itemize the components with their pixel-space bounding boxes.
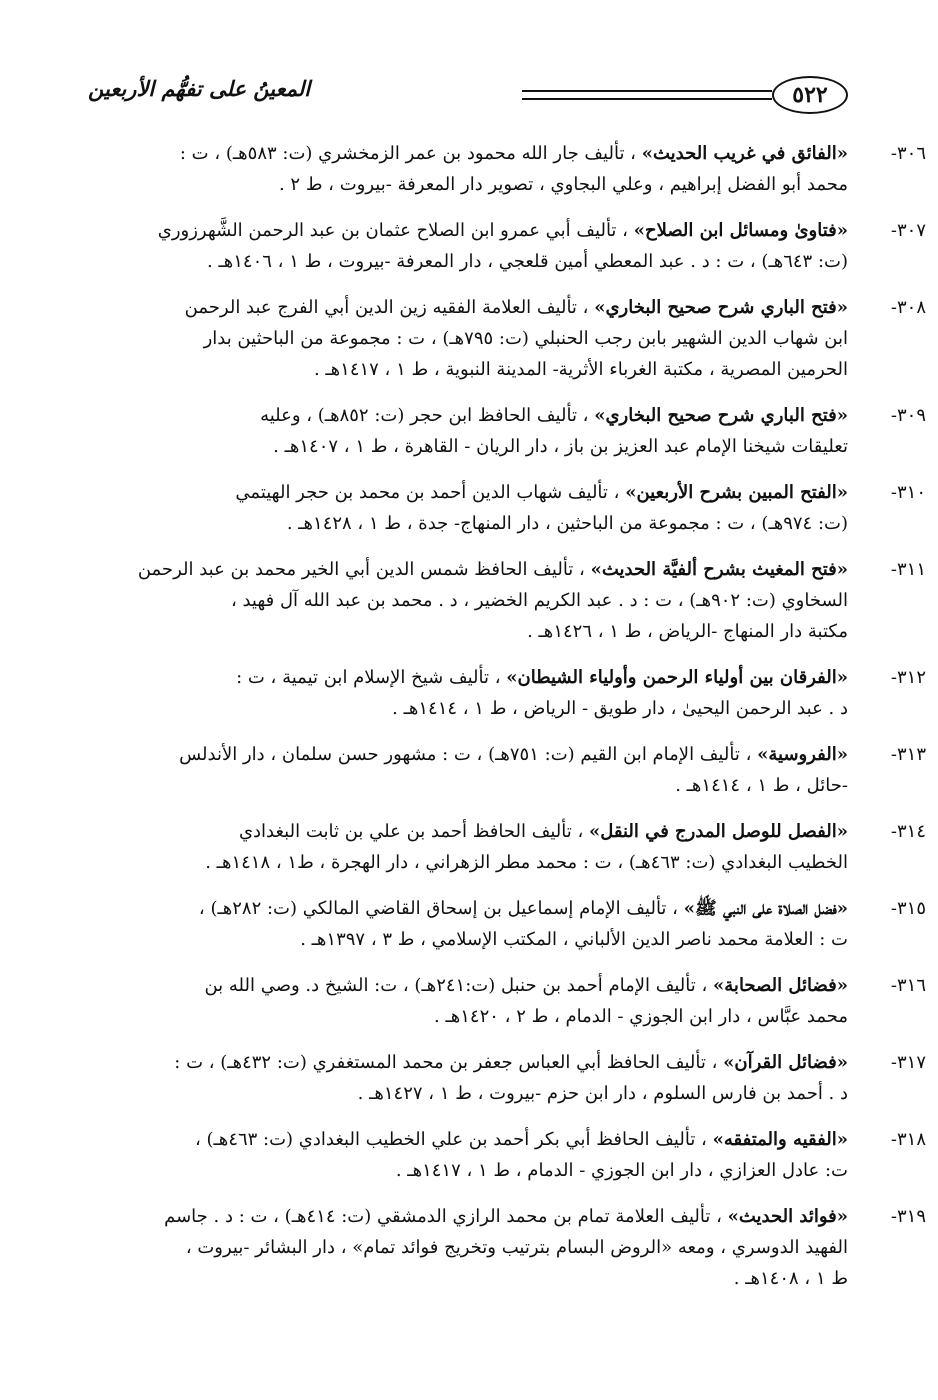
entry-number: ٣١٩- xyxy=(890,1206,926,1227)
book-title: «الفرقان بين أولياء الرحمن وأولياء الشيطان» xyxy=(506,667,848,688)
entry-line: محمد عبَّاس ، دار ابن الجوزي - الدمام ، ط ٢ ، ١٤٢٠هـ . xyxy=(434,1006,848,1027)
entry-line xyxy=(88,662,848,693)
entry-text: ، تأليف الحافظ أحمد بن علي بن ثابت البغدادي xyxy=(238,821,590,842)
entry-line: ت: عادل العزازي ، دار ابن الجوزي - الدمام ، ط ١ ، ١٤١٧هـ . xyxy=(395,1160,848,1181)
entry-text: ، تأليف الحافظ ابن حجر (ت: ٨٥٢هـ) ، وعليه xyxy=(260,405,595,426)
entry-line xyxy=(88,138,848,169)
running-title: المعينُ على تفهُّم الأربعين xyxy=(88,76,311,101)
bibliography-entry xyxy=(88,400,926,462)
entry-line xyxy=(88,1124,848,1155)
bibliography-entry xyxy=(88,292,926,385)
entry-line: الحرمين المصرية ، مكتبة الغرباء الأثرية- المدينة النبوية ، ط ١ ، ١٤١٧هـ . xyxy=(313,359,848,380)
bibliography-entry xyxy=(88,662,926,724)
entry-line xyxy=(88,893,848,924)
entry-line: السخاوي (ت: ٩٠٢هـ) ، ت : د . عبد الكريم الخضير ، د . محمد بن عبد الله آل فهيد ، xyxy=(230,590,848,611)
book-title: «فوائد الحديث» xyxy=(727,1206,848,1227)
header-rule xyxy=(522,90,772,100)
entry-number: ٣١٠- xyxy=(890,482,926,503)
entry-line: (ت: ٦٤٣هـ) ، ت : د . عبد المعطي أمين قلعجي ، دار المعرفة -بيروت ، ط ١ ، ١٤٠٦هـ . xyxy=(207,251,848,272)
page-header xyxy=(88,72,848,120)
entry-text: ، تأليف الحافظ أبي بكر أحمد بن علي الخطيب البغدادي (ت: ٤٦٣هـ) ، xyxy=(194,1129,713,1150)
entry-line xyxy=(88,1047,848,1078)
entry-line: (ت: ٩٧٤هـ) ، ت : مجموعة من الباحثين ، دار المنهاج- جدة ، ط ١ ، ١٤٢٨هـ . xyxy=(286,513,848,534)
entry-line: د . عبد الرحمن اليحيىٰ ، دار طويق - الرياض ، ط ١ ، ١٤١٤هـ . xyxy=(392,698,848,719)
entry-number: ٣٠٩- xyxy=(890,405,926,426)
entry-text: ، تأليف أبي عمرو ابن الصلاح عثمان بن عبد الرحمن الشَّهرزوري xyxy=(157,220,634,241)
book-title: «فتح الباري شرح صحيح البخاري» xyxy=(594,405,848,426)
entry-text: ، تأليف الإمام إسماعيل بن إسحاق القاضي المالكي (ت: ٢٨٢هـ) ، xyxy=(198,898,684,919)
book-title: «الفقيه والمتفقه» xyxy=(712,1129,848,1150)
entry-number: ٣١٤- xyxy=(890,821,926,842)
book-title: «فتاوىٰ ومسائل ابن الصلاح» xyxy=(633,220,848,241)
entry-text: ، تأليف الحافظ أبي العباس جعفر بن محمد المستغفري (ت: ٤٣٢هـ) ، ت : xyxy=(174,1052,724,1073)
entry-line: الخطيب البغدادي (ت: ٤٦٣هـ) ، ت : محمد مطر الزهراني ، دار الهجرة ، ط١ ، ١٤١٨هـ . xyxy=(205,852,848,873)
entry-line xyxy=(88,215,848,246)
book-title: «فضائل القرآن» xyxy=(723,1052,848,1073)
entry-text: ، تأليف العلامة الفقيه زين الدين أبي الفرج عبد الرحمن xyxy=(184,297,595,318)
entry-number: ٣١٨- xyxy=(890,1129,926,1150)
entry-text: ، تأليف شهاب الدين أحمد بن محمد بن حجر الهيتمي xyxy=(235,482,626,503)
book-title: «فضائل الصحابة» xyxy=(713,975,848,996)
entry-line: محمد أبو الفضل إبراهيم ، وعلي البجاوي ، تصوير دار المعرفة -بيروت ، ط ٢ . xyxy=(278,174,848,195)
entry-number: ٣١٥- xyxy=(890,898,926,919)
entry-line xyxy=(88,816,848,847)
bibliography-entry xyxy=(88,739,926,801)
bibliography-entry xyxy=(88,816,926,878)
entry-line: ت : العلامة محمد ناصر الدين الألباني ، المكتب الإسلامي ، ط ٣ ، ١٣٩٧هـ . xyxy=(300,929,848,950)
entry-number: ٣٠٧- xyxy=(890,220,926,241)
entry-number: ٣١٦- xyxy=(890,975,926,996)
entry-number: ٣١٢- xyxy=(890,667,926,688)
bibliography-entry xyxy=(88,554,926,647)
entry-line xyxy=(88,554,848,585)
bibliography-entry xyxy=(88,1124,926,1186)
entry-line: ابن شهاب الدين الشهير بابن رجب الحنبلي (ت: ٧٩٥هـ) ، ت : مجموعة من الباحثين بدار xyxy=(203,328,848,349)
book-title: «الفتح المبين بشرح الأربعين» xyxy=(625,482,848,503)
entry-line xyxy=(88,400,848,431)
entry-line xyxy=(88,292,848,323)
entry-line xyxy=(88,1201,848,1232)
entry-number: ٣٠٨- xyxy=(890,297,926,318)
book-title: «الفروسية» xyxy=(757,744,848,765)
bibliography-entry xyxy=(88,1201,926,1294)
page-number: ٥٢٢ xyxy=(772,76,848,114)
entry-line xyxy=(88,739,848,770)
book-title: «فتح الباري شرح صحيح البخاري» xyxy=(594,297,848,318)
entry-line: مكتبة دار المنهاج -الرياض ، ط ١ ، ١٤٢٦هـ . xyxy=(527,621,848,642)
entry-line: تعليقات شيخنا الإمام عبد العزيز بن باز ، دار الريان - القاهرة ، ط ١ ، ١٤٠٧هـ . xyxy=(273,436,848,457)
bibliography-entry xyxy=(88,138,926,200)
entry-line: -حائل ، ط ١ ، ١٤١٤هـ . xyxy=(675,775,848,796)
entry-line: ط ١ ، ١٤٠٨هـ . xyxy=(733,1268,848,1289)
bibliography-entry xyxy=(88,1047,926,1109)
book-title: «الفائق في غريب الحديث» xyxy=(641,143,848,164)
bibliography-list xyxy=(88,138,926,1309)
book-title: «فتح المغيث بشرح ألفيَّة الحديث» xyxy=(590,559,848,580)
entry-text: ، تأليف الحافظ شمس الدين أبي الخير محمد بن عبد الرحمن xyxy=(137,559,591,580)
entry-line xyxy=(88,970,848,1001)
entry-number: ٣١٧- xyxy=(890,1052,926,1073)
entry-line xyxy=(88,477,848,508)
bibliography-entry xyxy=(88,215,926,277)
entry-text: ، تأليف الإمام أحمد بن حنبل (ت:٢٤١هـ) ، ت: الشيخ د. وصي الله بن xyxy=(204,975,714,996)
entry-number: ٣٠٦- xyxy=(890,143,926,164)
entry-text: ، تأليف الإمام ابن القيم (ت: ٧٥١هـ) ، ت : مشهور حسن سلمان ، دار الأندلس xyxy=(179,744,758,765)
entry-text: ، تأليف شيخ الإسلام ابن تيمية ، ت : xyxy=(236,667,507,688)
entry-text: ، تأليف جار الله محمود بن عمر الزمخشري (ت: ٥٨٣هـ) ، ت : xyxy=(179,143,642,164)
bibliography-entry xyxy=(88,970,926,1032)
entry-line: د . أحمد بن فارس السلوم ، دار ابن حزم -بيروت ، ط ١ ، ١٤٢٧هـ . xyxy=(357,1083,848,1104)
entry-line: الفهيد الدوسري ، ومعه «الروض البسام بترتيب وتخريج فوائد تمام» ، دار البشائر -بيروت ، xyxy=(185,1237,848,1258)
entry-text: ، تأليف العلامة تمام بن محمد الرازي الدمشقي (ت: ٤١٤هـ) ، ت : د . جاسم xyxy=(164,1206,728,1227)
book-title: «الفصل للوصل المدرج في النقل» xyxy=(589,821,848,842)
book-title: «فضل الصلاة على النبي ﷺ» xyxy=(683,898,848,919)
bibliography-entry xyxy=(88,893,926,955)
bibliography-entry xyxy=(88,477,926,539)
entry-number: ٣١٣- xyxy=(890,744,926,765)
entry-number: ٣١١- xyxy=(890,559,926,580)
